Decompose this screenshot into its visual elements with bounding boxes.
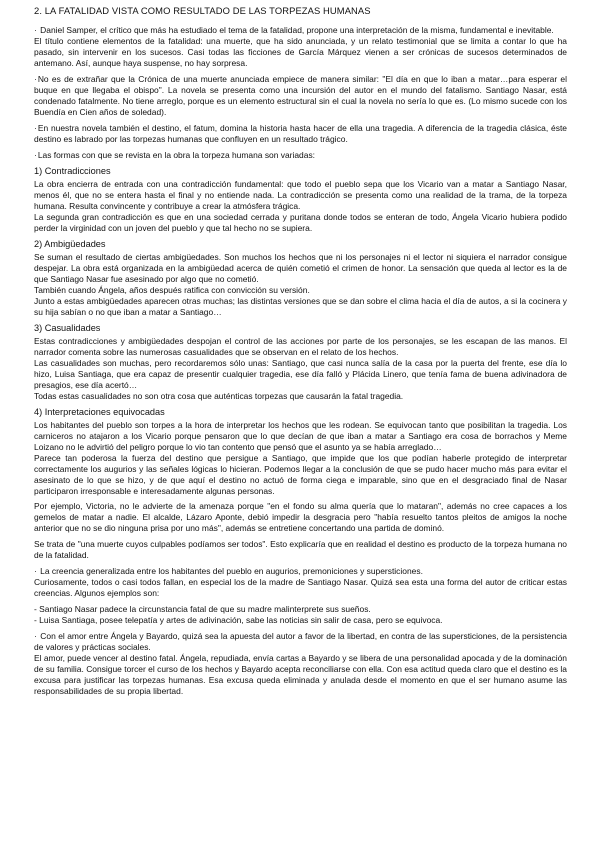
example-item: - Santiago Nasar padece la circunstancia fatal de que su madre malinterprete sus sueños.	[34, 604, 371, 614]
paragraph-victoria: Por ejemplo, Victoria, no le advierte de la amenaza porque "en el fondo su alma quería que lo mataran", además no cree capaces a los gemelos de matar a nadie. El alcalde, Lázaro Aponte, debió impedir la desgracia pero "había resuelto tantos pleitos de amigos la noche anterior que no se dio ninguna prisa por uno más", además se entretiene concertando una partida de dominó.	[34, 501, 567, 534]
paragraph-culpables: Se trata de "una muerte cuyos culpables podíamos ser todos". Esto explicaría que en realidad el destino es producto de la torpeza humana no de la fatalidad.	[34, 539, 567, 561]
paragraph: La obra encierra de entrada con una contradicción fundamental: que todo el pueblo sepa que los Vicario van a matar a Santiago Nasar, menos él, que no se entera hasta el final y no entiende nada. La contradicción se presenta como una realidad de la trama, de la torpeza humana. Resulta convincente y contribuye a crear la atmósfera trágica.	[34, 179, 567, 211]
section-heading-interpretaciones: 4) Interpretaciones equivocadas	[34, 406, 165, 417]
section-heading-casualidades: 3) Casualidades	[34, 322, 101, 333]
paragraph: Se suman el resultado de ciertas ambigüedades. Son muchos los hechos que ni los personajes ni el lector ni siquiera el narrador consigue despejar. La obra está organizada en la ambigüedad acerca de quién cometió el crimen de honor. La sensación que queda al lector es la de que Santiago Nasar fue asesinado por algo que no cometió.	[34, 251, 567, 284]
section-ambiguedades-body	[34, 252, 567, 318]
paragraph: Con el amor entre Ángela y Bayardo, quizá sea la apuesta del autor a favor de la libertad, en contra de las supersticiones, de la persistencia de valores y prácticas sociales.	[34, 631, 567, 653]
section-contradicciones-body	[34, 179, 567, 234]
paragraph: El amor, puede vencer al destino fatal. Ángela, repudiada, envía cartas a Bayardo y se libera de una personalidad apocada y de la dominación de su familia. Consigue torcer el curso de los hechos y Bayardo acepta reconciliarse con ella. Con esa actitud queda claro que el destino es la excusa para justificar las torpezas humanas. Esa excusa queda eliminada y anulada desde el momento en que el ser humano asume las responsabilidades de su propia libertad.	[34, 653, 567, 697]
paragraph: Los habitantes del pueblo son torpes a la hora de interpretar los hechos que les rodean. Se equivocan tanto que posibilitan la tragedia. Los carniceros no atajaron a los Vicario porque pensaron que lo que decían de que iban a matar a Santiago era cosa de borrachos y Meme Loizano no le advirtió del peligro porque lo vio tan contento que pensó que el asunto ya se había arreglado…	[34, 419, 567, 452]
paragraph: Todas estas casualidades no son otra cosa que auténticas torpezas que causarán la fatal tragedia.	[34, 390, 404, 401]
paragraph: Las casualidades son muchas, pero recordaremos sólo unas: Santiago, que casi nunca salía de la casa por la puerta del frente, ese día lo hizo, Luisa Santiaga, que era capaz de presentir cualquier tragedia, ese día falló y Plácida Linero, que tenía fama de buena adivinadora de presagios, ese día acertó…	[34, 357, 567, 390]
section-interpretaciones-body	[34, 420, 567, 497]
paragraph: Parece tan poderosa la fuerza del destino que persigue a Santiago, que impide que los que podían haberle protegido de interpretar correctamente los augurios y las señales lógicas lo hicieran. Podemos llegar a la conclusión de que se pudo hacer mucho más para evitar el asesinato de lo que se hizo, y de que aquí el destino no actuó de forma ciega e imparable, sino que en el desgraciado final de Nasar participaron irresponsable e interesadamente algunas personas.	[34, 452, 567, 496]
intro-paragraph-samper	[34, 25, 567, 69]
paragraph: Estas contradicciones y ambigüedades despojan el control de las acciones por parte de los personajes, se les escapan de las manos. El narrador comenta sobre las numerosas casualidades que se observan en el relato de los hechos.	[34, 335, 567, 357]
paragraph: Junto a estas ambigüedades aparecen otras muchas; las distintas versiones que se dan sobre el clima hacia el día de autos, a si la cocinera y su hija sabían o no que iban a matar a Santiago…	[34, 295, 567, 317]
section-casualidades-body	[34, 336, 567, 402]
intro-samper-text: Daniel Samper, el crítico que más ha estudiado el tema de la fatalidad, propone una interpretación de la misma, fundamental e inevitable.	[40, 25, 554, 36]
section-heading-contradicciones: 1) Contradicciones	[34, 166, 111, 177]
paragraph: La creencia generalizada entre los habitantes del pueblo en augurios, premoniciones y supersticiones.	[40, 566, 423, 577]
intro-paragraph-destino: · En nuestra novela también el destino, el fatum, domina la historia hasta hacer de ella una tragedia. A diferencia de la tragedia clásica, éste destino es labrado por las torpezas humanas que confluyen en un resultado trágico.	[34, 123, 567, 145]
intro-title-text: El título contiene elementos de la fatalidad: una muerte, que ha sido anunciada, y un relato testimonial que se limita a contar lo que ha pasado, sin intervenir en los sucesos. Casi todas las ficciones de García Márquez vienen a ser crónicas de sucesos determinados de antemano. Así, aunque haya suspense, no hay sorpresa.	[34, 36, 567, 69]
intro-paragraph-formas: · Las formas con que se revista en la obra la torpeza humana son variadas:	[34, 150, 567, 161]
paragraph: La segunda gran contradicción es que en una sociedad cerrada y puritana donde todos se enteran de todo, Ángela Vicario hubiera podido perder la virginidad con un joven del pueblo y que tal hecho no se supiera.	[34, 211, 567, 233]
paragraph-amor	[34, 631, 567, 697]
intro-paragraph-cronica: · No es de extrañar que la Crónica de una muerte anunciada empiece de manera similar: "El día en que lo iban a matar…para esperar el buque en que llegaba el obispo". La novela se presenta como una incursión del autor en el mundo del fatalismo. Santiago Nasar, está condenado fatalmente. No tiene arreglo, porque es un elemento estructural sin el cual la novela no sería lo que es. (Lo mismo sucede con los Buendía en Cien años de soledad).	[34, 74, 567, 118]
paragraph: También cuando Ángela, años después ratifica con convicción su versión.	[34, 284, 310, 295]
paragraph-creencia	[34, 566, 567, 599]
section-heading-ambiguedades: 2) Ambigüedades	[34, 238, 106, 249]
document-title: 2. LA FATALIDAD VISTA COMO RESULTADO DE LAS TORPEZAS HUMANAS	[34, 5, 371, 16]
examples-list	[34, 604, 567, 626]
paragraph: Curiosamente, todos o casi todos fallan, en especial los de la madre de Santiago Nasar. Quizá sea esta una forma del autor de criticar estas creencias. Algunos ejemplos son:	[34, 577, 567, 599]
example-item: - Luisa Santiaga, posee telepatía y artes de adivinación, sabe las noticias sin salir de casa, pero se equivoca.	[34, 615, 443, 625]
